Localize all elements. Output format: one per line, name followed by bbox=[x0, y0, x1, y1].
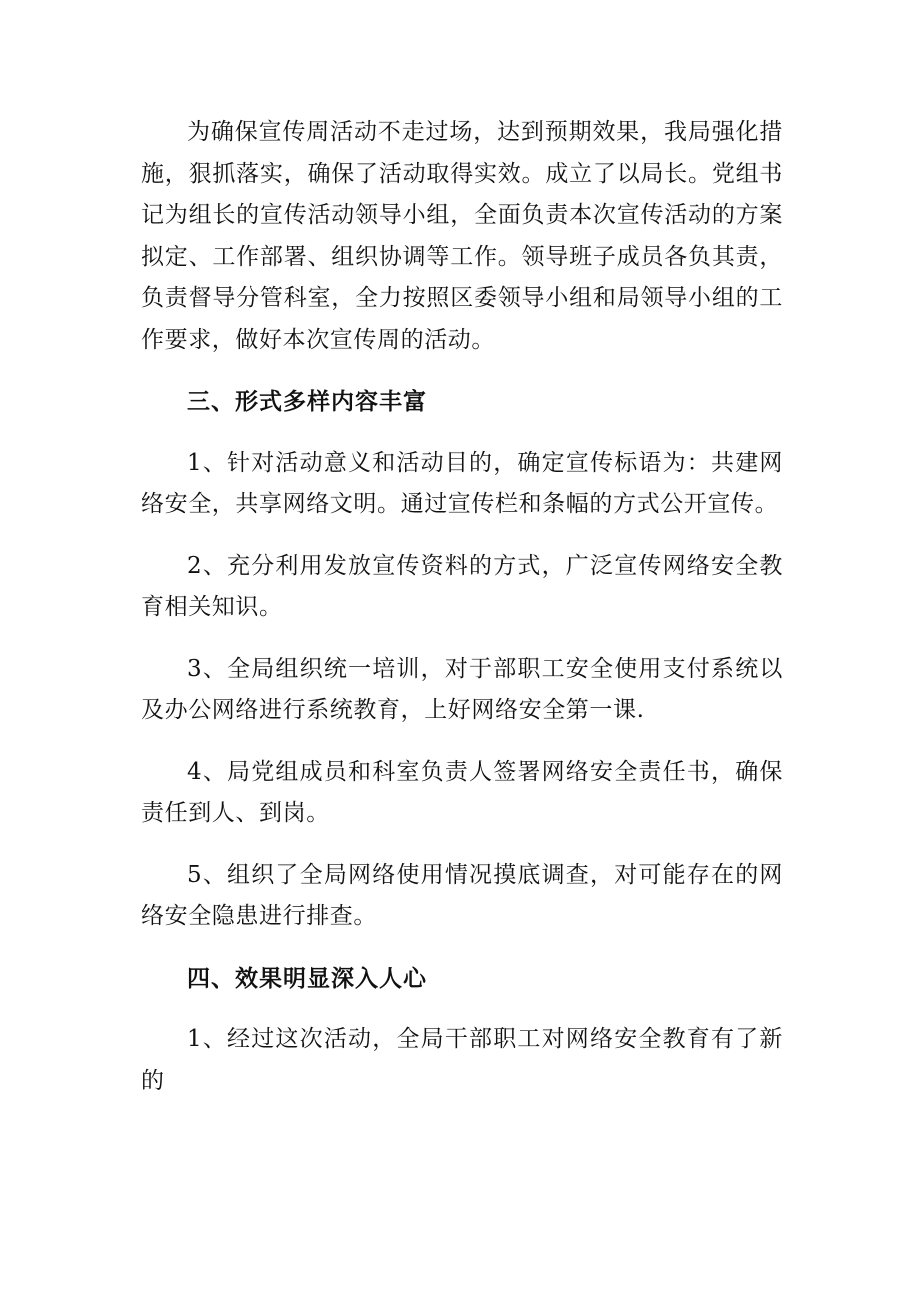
paragraph-organization: 为确保宣传周活动不走过场，达到预期效果，我局强化措施，狠抓落实，确保了活动取得实效。成立了以局长。党组书记为组长的宣传活动领导小组，全面负责本次宣传活动的方案拟定、工作部署、组织协调等工作。领导班子成员各负其责，负责督导分管科室，全力按照区委领导小组和局领导小组的工作要求，做好本次宣传周的活动。 bbox=[141, 119, 783, 353]
list-item-2: 2、充分利用发放宣传资料的方式，广泛宣传网络安全教育相关知识。 bbox=[141, 552, 783, 620]
section-heading-3: 三、形式多样内容丰富 bbox=[187, 388, 427, 415]
section-heading-4: 四、效果明显深入人心 bbox=[187, 964, 427, 992]
list-item-5: 5、组织了全局网络使用情况摸底调查，对可能存在的网络安全隐患进行排查。 bbox=[141, 861, 783, 929]
list-item-1: 1、针对活动意义和活动目的，确定宣传标语为：共建网络安全，共享网络文明。通过宣传栏和条幅的方式公开宣传。 bbox=[141, 449, 783, 517]
list-item-3: 3、全局组织统一培训，对于部职工安全使用支付系统以及办公网络进行系统教育，上好网络安全第一课. bbox=[141, 655, 783, 723]
document-body bbox=[141, 112, 783, 1122]
effect-item-1: 1、经过这次活动，全局干部职工对网络安全教育有了新的 bbox=[141, 1026, 783, 1094]
list-item-4: 4、局党组成员和科室负责人签署网络安全责任书，确保责任到人、到岗。 bbox=[141, 758, 783, 826]
